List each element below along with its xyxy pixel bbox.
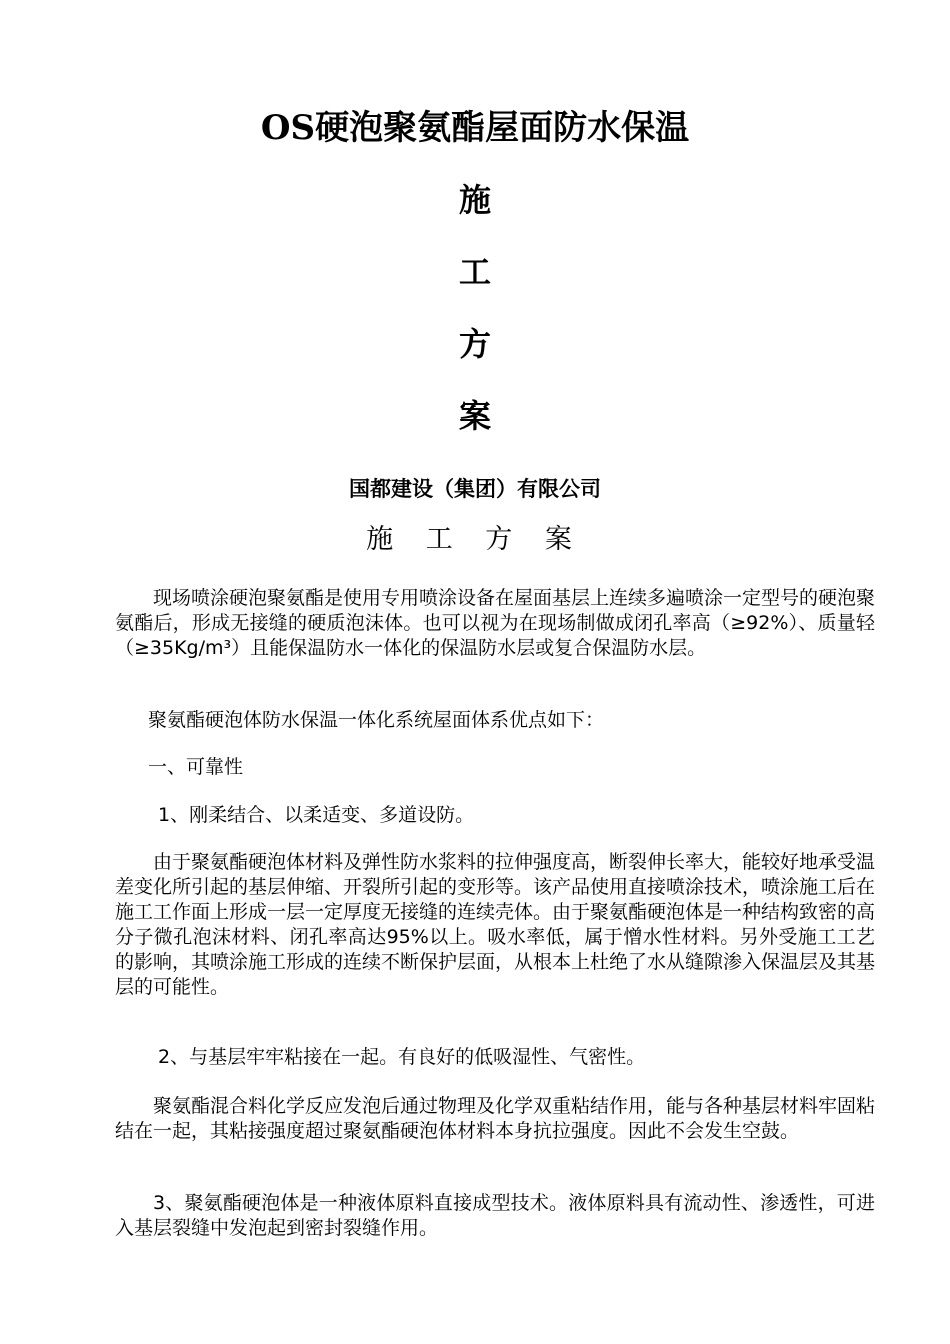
title-char-3: 方: [458, 325, 491, 363]
paragraph-intro: 现场喷涂硬泡聚氨酯是使用专用喷涂设备在屋面基层上连续多遍喷涂一定型号的硬泡聚氨酯后，形成无接缝的硬质泡沫体。也可以视为在现场制做成闭孔率高（≥92%）、质量轻（≥35Kg/m³）且能保温防水一体化的保温防水层或复合保温防水层。: [115, 587, 876, 659]
paragraph-advantages-heading: 聚氨酯硬泡体防水保温一体化系统屋面体系优点如下：: [148, 709, 605, 731]
section-heading-reliability: 一、可靠性: [148, 756, 244, 778]
document-title: OS硬泡聚氨酯屋面防水保温: [260, 108, 690, 148]
paragraph-item-3: 3、聚氨酯硬泡体是一种液体原料直接成型技术。液体原料具有流动性、渗透性，可进入基层裂缝中发泡起到密封裂缝作用。: [115, 1192, 875, 1239]
company-name: 国都建设（集团）有限公司: [349, 477, 601, 501]
title-char-2: 工: [458, 253, 491, 291]
title-char-1: 施: [458, 181, 491, 219]
item-heading-1: 1、刚柔结合、以柔适变、多道设防。: [158, 804, 475, 826]
title-char-4: 案: [458, 397, 491, 435]
paragraph-item-1: 由于聚氨酯硬泡体材料及弹性防水浆料的拉伸强度高，断裂伸长率大，能较好地承受温差变化所引起的基层伸缩、开裂所引起的变形等。该产品使用直接喷涂技术，喷涂施工后在施工工作面上形成一层一定厚度无接缝的连续壳体。由于聚氨酯硬泡体是一种结构致密的高分子微孔泡沫材料、闭孔率高达95%以上。吸水率低，属于憎水性材料。另外受施工工艺的影响，其喷涂施工形成的连续不断保护层面，从根本上杜绝了水从缝隙渗入保温层及其基层的可能性。: [115, 851, 876, 998]
item-heading-2: 2、与基层牢牢粘接在一起。有良好的低吸湿性、气密性。: [158, 1046, 646, 1068]
paragraph-item-2: 聚氨酯混合料化学反应发泡后通过物理及化学双重粘结作用，能与各种基层材料牢固粘结在一起，其粘接强度超过聚氨酯硬泡体材料本身抗拉强度。因此不会发生空鼓。: [115, 1095, 876, 1142]
section-subtitle: 施 工 方 案: [366, 524, 584, 555]
